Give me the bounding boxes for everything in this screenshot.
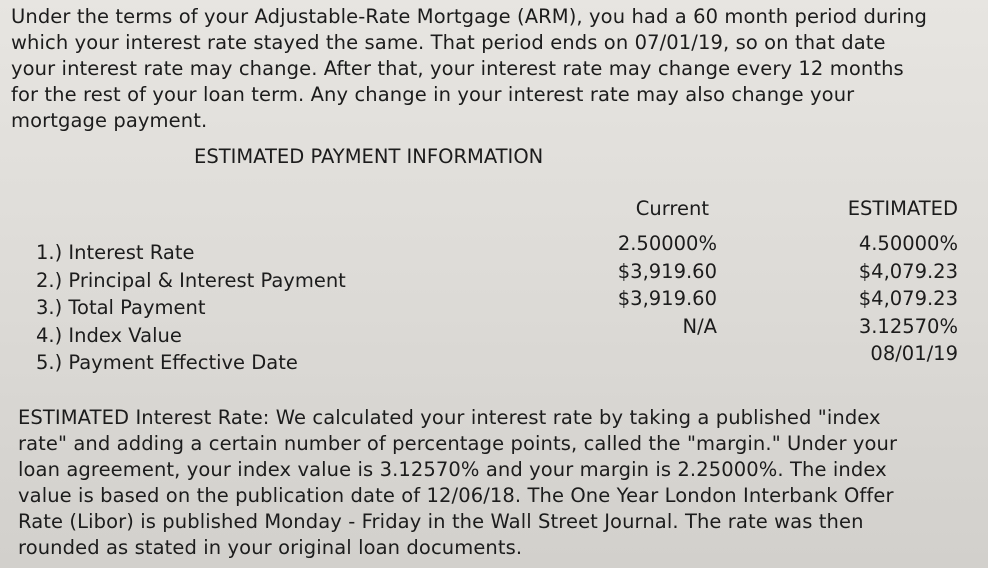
estimated-values-column	[859, 230, 958, 368]
estimated-column-header: ESTIMATED	[847, 197, 958, 220]
estimated-interest-rate-explanation: ESTIMATED Interest Rate: We calculated your interest rate by taking a published "index rate" and adding a certain number of percentage points, called the "margin." Under your loan agreement, your index value is 3.12570% and your margin is 2.25000%. The index value is based on the publication date of 12/06/18. The One Year London Interbank Offer Rate (Libor) is published Monday - Friday in the Wall Street Journal. The rate was then rounded as stated in your original loan documents.	[18, 406, 898, 559]
current-column-header: Current	[635, 197, 709, 220]
estimated-principal-interest-payment: $4,079.23	[858, 259, 958, 283]
row-label-payment-effective-date: 5.) Payment Effective Date	[36, 351, 298, 374]
current-payment-effective-date	[618, 340, 717, 368]
arm-intro-paragraph: Under the terms of your Adjustable-Rate Mortgage (ARM), you had a 60 month period during which your interest rate stayed the same. That period ends on 07/01/19, so on that date your interest rate may change. After that, your interest rate may change every 12 months for the rest of your loan term. Any change in your interest rate may also change your mortgage payment.	[11, 5, 928, 132]
current-principal-interest-payment: $3,919.60	[617, 259, 717, 283]
estimated-payment-effective-date: 08/01/19	[870, 342, 958, 365]
current-total-payment: $3,919.60	[617, 287, 717, 310]
current-values-column	[618, 230, 717, 368]
row-label-principal-interest-payment: 2.) Principal & Interest Payment	[36, 268, 346, 292]
estimated-index-value: 3.12570%	[858, 314, 958, 338]
current-interest-rate: 2.50000%	[617, 232, 717, 255]
current-index-value: N/A	[682, 314, 717, 338]
row-labels-column	[36, 239, 346, 377]
row-label-interest-rate: 1.) Interest Rate	[36, 241, 195, 264]
estimated-total-payment: $4,079.23	[858, 287, 958, 310]
row-label-total-payment: 3.) Total Payment	[36, 296, 206, 319]
estimated-interest-rate: 4.50000%	[858, 232, 958, 255]
row-label-index-value: 4.) Index Value	[36, 323, 182, 347]
section-title: ESTIMATED PAYMENT INFORMATION	[194, 145, 544, 168]
